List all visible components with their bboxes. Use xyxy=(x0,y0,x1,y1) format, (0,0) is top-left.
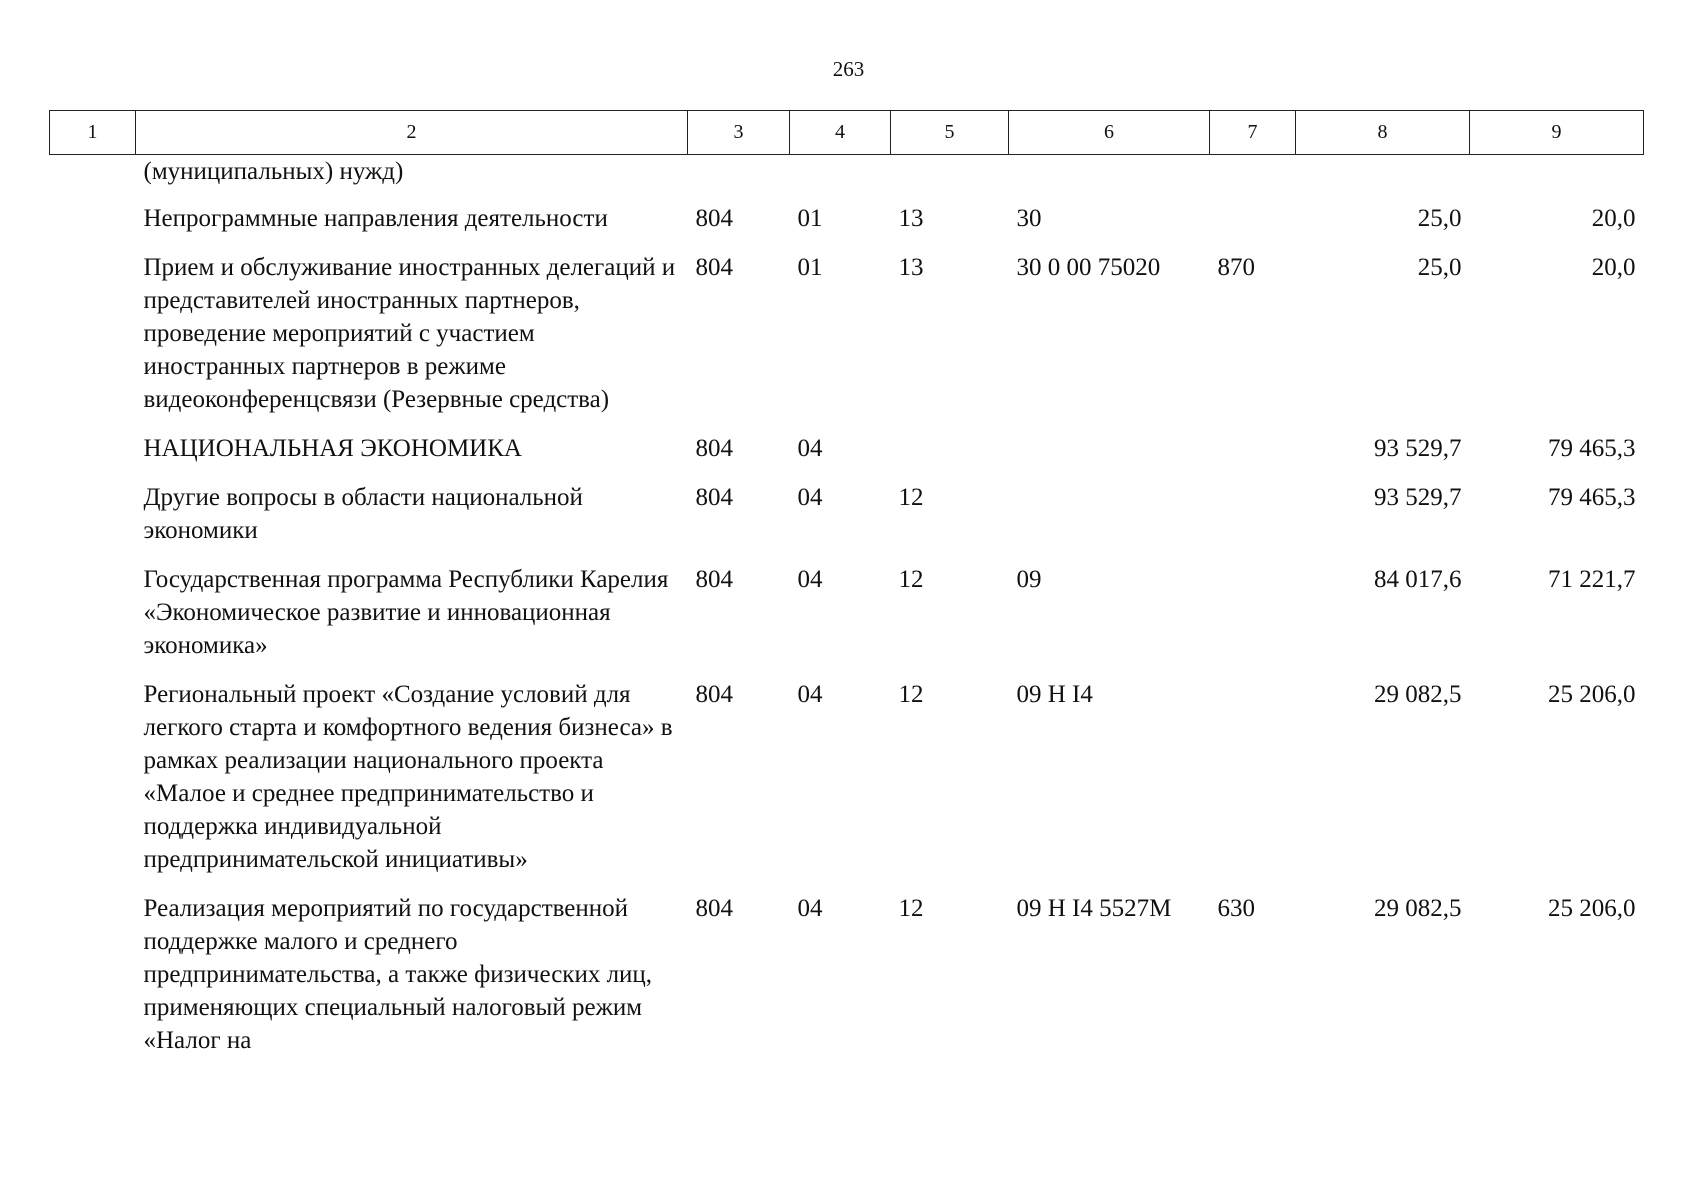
target-article-code xyxy=(1009,481,1210,563)
row-name: (муниципальных) нужд) xyxy=(143,158,404,185)
row-number-cell xyxy=(50,481,136,563)
subsection-code: 12 xyxy=(898,566,924,593)
row-number-cell xyxy=(50,563,136,678)
row-name: Непрограммные направления деятельности xyxy=(143,205,608,232)
section-code: 01 xyxy=(797,254,823,281)
row-name: Прием и обслуживание иностранных делегаций и представителей иностранных партнеров, проведение мероприятий с участием иностранных партнеров в режиме видеоконференцсвязи (Резервные средства) xyxy=(143,254,676,413)
row-name: НАЦИОНАЛЬНАЯ ЭКОНОМИКА xyxy=(143,435,522,462)
row-number-cell xyxy=(50,155,136,203)
amount-col-8: 25,0 xyxy=(1417,205,1462,232)
section-code: 04 xyxy=(797,435,823,462)
section-code: 04 xyxy=(797,681,823,708)
section-code: 04 xyxy=(797,566,823,593)
table-row xyxy=(50,432,1644,481)
subsection-code: 13 xyxy=(898,254,924,281)
amount-col-9: 20,0 xyxy=(1591,254,1636,281)
section-code xyxy=(790,155,891,203)
table-row xyxy=(50,155,1644,203)
ministry-code: 804 xyxy=(695,895,733,922)
section-code: 04 xyxy=(797,895,823,922)
column-header-8: 8 xyxy=(1296,111,1470,155)
row-number-cell xyxy=(50,678,136,892)
target-article-code: 30 xyxy=(1016,205,1042,232)
table-row xyxy=(50,481,1644,563)
amount-col-9: 79 465,3 xyxy=(1548,484,1636,511)
row-number-cell xyxy=(50,432,136,481)
column-header-7: 7 xyxy=(1210,111,1296,155)
row-number-cell xyxy=(50,892,136,1073)
column-header-9: 9 xyxy=(1470,111,1644,155)
row-name: Реализация мероприятий по государственной поддержке малого и среднего предпринимательства, а также физических лиц, применяющих специальный налоговый режим «Налог на xyxy=(143,895,653,1054)
amount-col-8 xyxy=(1296,155,1470,203)
expense-type-code: 630 xyxy=(1217,895,1255,922)
row-name: Другие вопросы в области национальной экономики xyxy=(143,484,583,544)
table-header-row xyxy=(50,111,1644,155)
column-header-2: 2 xyxy=(136,111,688,155)
row-number-cell xyxy=(50,251,136,432)
table-row xyxy=(50,892,1644,1073)
expense-type-code xyxy=(1210,155,1296,203)
table-row xyxy=(50,251,1644,432)
amount-col-8: 29 082,5 xyxy=(1374,895,1462,922)
column-header-4: 4 xyxy=(790,111,891,155)
ministry-code: 804 xyxy=(695,205,733,232)
target-article-code: 09 xyxy=(1016,566,1042,593)
column-header-6: 6 xyxy=(1009,111,1210,155)
row-name: Государственная программа Республики Карелия «Экономическое развитие и инновационная экономика» xyxy=(143,566,669,659)
target-article-code: 09 Н I4 xyxy=(1016,681,1093,708)
amount-col-8: 29 082,5 xyxy=(1374,681,1462,708)
ministry-code: 804 xyxy=(695,254,733,281)
subsection-code: 12 xyxy=(898,484,924,511)
subsection-code: 12 xyxy=(898,895,924,922)
column-header-1: 1 xyxy=(50,111,136,155)
subsection-code xyxy=(891,155,1009,203)
budget-table xyxy=(49,110,1644,1073)
ministry-code xyxy=(688,155,790,203)
subsection-code: 12 xyxy=(898,681,924,708)
expense-type-code xyxy=(1210,202,1296,251)
expense-type-code xyxy=(1210,432,1296,481)
expense-type-code xyxy=(1210,563,1296,678)
amount-col-8: 25,0 xyxy=(1417,254,1462,281)
ministry-code: 804 xyxy=(695,681,733,708)
amount-col-8: 93 529,7 xyxy=(1374,484,1462,511)
table-row xyxy=(50,563,1644,678)
amount-col-8: 84 017,6 xyxy=(1374,566,1462,593)
ministry-code: 804 xyxy=(695,435,733,462)
table-row xyxy=(50,678,1644,892)
expense-type-code xyxy=(1210,678,1296,892)
amount-col-9: 79 465,3 xyxy=(1548,435,1636,462)
amount-col-9: 25 206,0 xyxy=(1548,895,1636,922)
amount-col-9 xyxy=(1470,155,1644,203)
column-header-3: 3 xyxy=(688,111,790,155)
row-number-cell xyxy=(50,202,136,251)
expense-type-code xyxy=(1210,481,1296,563)
table-row xyxy=(50,202,1644,251)
subsection-code xyxy=(891,432,1009,481)
section-code: 04 xyxy=(797,484,823,511)
amount-col-9: 20,0 xyxy=(1591,205,1636,232)
amount-col-8: 93 529,7 xyxy=(1374,435,1462,462)
subsection-code: 13 xyxy=(898,205,924,232)
amount-col-9: 25 206,0 xyxy=(1548,681,1636,708)
ministry-code: 804 xyxy=(695,484,733,511)
ministry-code: 804 xyxy=(695,566,733,593)
section-code: 01 xyxy=(797,205,823,232)
amount-col-9: 71 221,7 xyxy=(1548,566,1636,593)
target-article-code xyxy=(1009,432,1210,481)
column-header-5: 5 xyxy=(891,111,1009,155)
target-article-code xyxy=(1009,155,1210,203)
target-article-code: 30 0 00 75020 xyxy=(1016,254,1161,281)
expense-type-code: 870 xyxy=(1217,254,1255,281)
row-name: Региональный проект «Создание условий для легкого старта и комфортного ведения бизнеса» в рамках реализации национального проекта «Малое и среднее предпринимательство и поддержка индивидуальной предпринимательской инициативы» xyxy=(143,681,673,873)
target-article-code: 09 Н I4 5527М xyxy=(1016,895,1172,922)
page-number: 263 xyxy=(832,57,865,81)
